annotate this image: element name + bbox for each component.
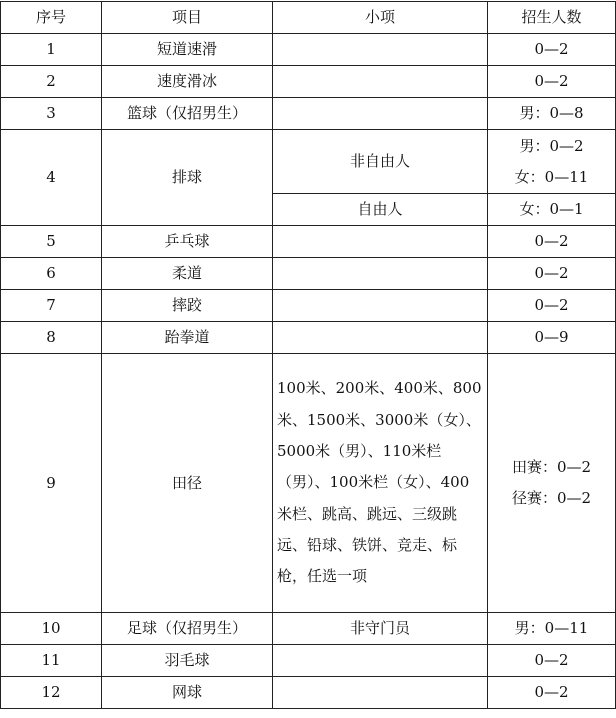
row-sub — [273, 34, 488, 66]
row-quota: 0—2 — [488, 226, 616, 258]
row-no: 8 — [1, 322, 102, 354]
table-row — [1, 130, 616, 194]
row-item: 篮球（仅招男生） — [102, 98, 273, 130]
row-sub — [273, 98, 488, 130]
header-no: 序号 — [1, 2, 102, 34]
table-row — [1, 290, 616, 322]
row-sub — [273, 290, 488, 322]
row-quota: 男：0—8 — [488, 98, 616, 130]
row-quota — [488, 354, 616, 613]
row-item: 跆拳道 — [102, 322, 273, 354]
row-quota: 0—2 — [488, 645, 616, 677]
row-quota — [488, 130, 616, 194]
quota-line: 径赛：0—2 — [511, 489, 592, 507]
row-no: 3 — [1, 98, 102, 130]
header-quota: 招生人数 — [488, 2, 616, 34]
row-sub: 非自由人 — [273, 130, 488, 194]
row-no: 9 — [1, 354, 102, 613]
table-row — [1, 613, 616, 645]
row-no: 7 — [1, 290, 102, 322]
row-no: 11 — [1, 645, 102, 677]
row-sub: 自由人 — [273, 194, 488, 226]
table-row — [1, 645, 616, 677]
row-sub — [273, 677, 488, 709]
table-header-row — [1, 2, 616, 34]
row-item: 柔道 — [102, 258, 273, 290]
row-quota: 0—2 — [488, 258, 616, 290]
table-row — [1, 322, 616, 354]
table-row — [1, 66, 616, 98]
row-sub — [273, 645, 488, 677]
row-quota: 0—9 — [488, 322, 616, 354]
table-row — [1, 677, 616, 709]
row-sub: 非守门员 — [273, 613, 488, 645]
row-sub — [273, 66, 488, 98]
row-item: 乒乓球 — [102, 226, 273, 258]
row-no: 12 — [1, 677, 102, 709]
quota-line: 田赛：0—2 — [511, 458, 592, 476]
row-no: 6 — [1, 258, 102, 290]
row-quota: 0—2 — [488, 290, 616, 322]
row-no: 10 — [1, 613, 102, 645]
row-item: 羽毛球 — [102, 645, 273, 677]
row-quota: 0—2 — [488, 677, 616, 709]
table-row — [1, 98, 616, 130]
row-sub — [273, 258, 488, 290]
row-item: 速度滑冰 — [102, 66, 273, 98]
row-item: 排球 — [102, 130, 273, 226]
row-quota: 女：0—1 — [488, 194, 616, 226]
row-item: 足球（仅招男生） — [102, 613, 273, 645]
row-no: 1 — [1, 34, 102, 66]
header-item: 项目 — [102, 2, 273, 34]
row-sub-events: 100米、200米、400米、800米、1500米、3000米（女）、5000米（男）、110米栏（男）、100米栏（女）、400米栏、跳高、跳远、三级跳远、铅球、铁饼、竞走、标枪，任选一项 — [273, 354, 488, 613]
header-sub: 小项 — [273, 2, 488, 34]
row-no: 2 — [1, 66, 102, 98]
row-item: 网球 — [102, 677, 273, 709]
quota-line: 男：0—2 — [519, 136, 584, 155]
enrollment-table — [0, 1, 616, 709]
table-row — [1, 226, 616, 258]
row-item: 短道速滑 — [102, 34, 273, 66]
table-row — [1, 34, 616, 66]
row-quota: 0—2 — [488, 66, 616, 98]
row-quota: 男：0—11 — [488, 613, 616, 645]
row-sub — [273, 226, 488, 258]
table-row — [1, 258, 616, 290]
row-item: 摔跤 — [102, 290, 273, 322]
row-no: 4 — [1, 130, 102, 226]
quota-line: 女：0—11 — [514, 167, 589, 186]
row-sub — [273, 322, 488, 354]
row-no: 5 — [1, 226, 102, 258]
row-item: 田径 — [102, 354, 273, 613]
row-quota: 0—2 — [488, 34, 616, 66]
table-row — [1, 354, 616, 613]
